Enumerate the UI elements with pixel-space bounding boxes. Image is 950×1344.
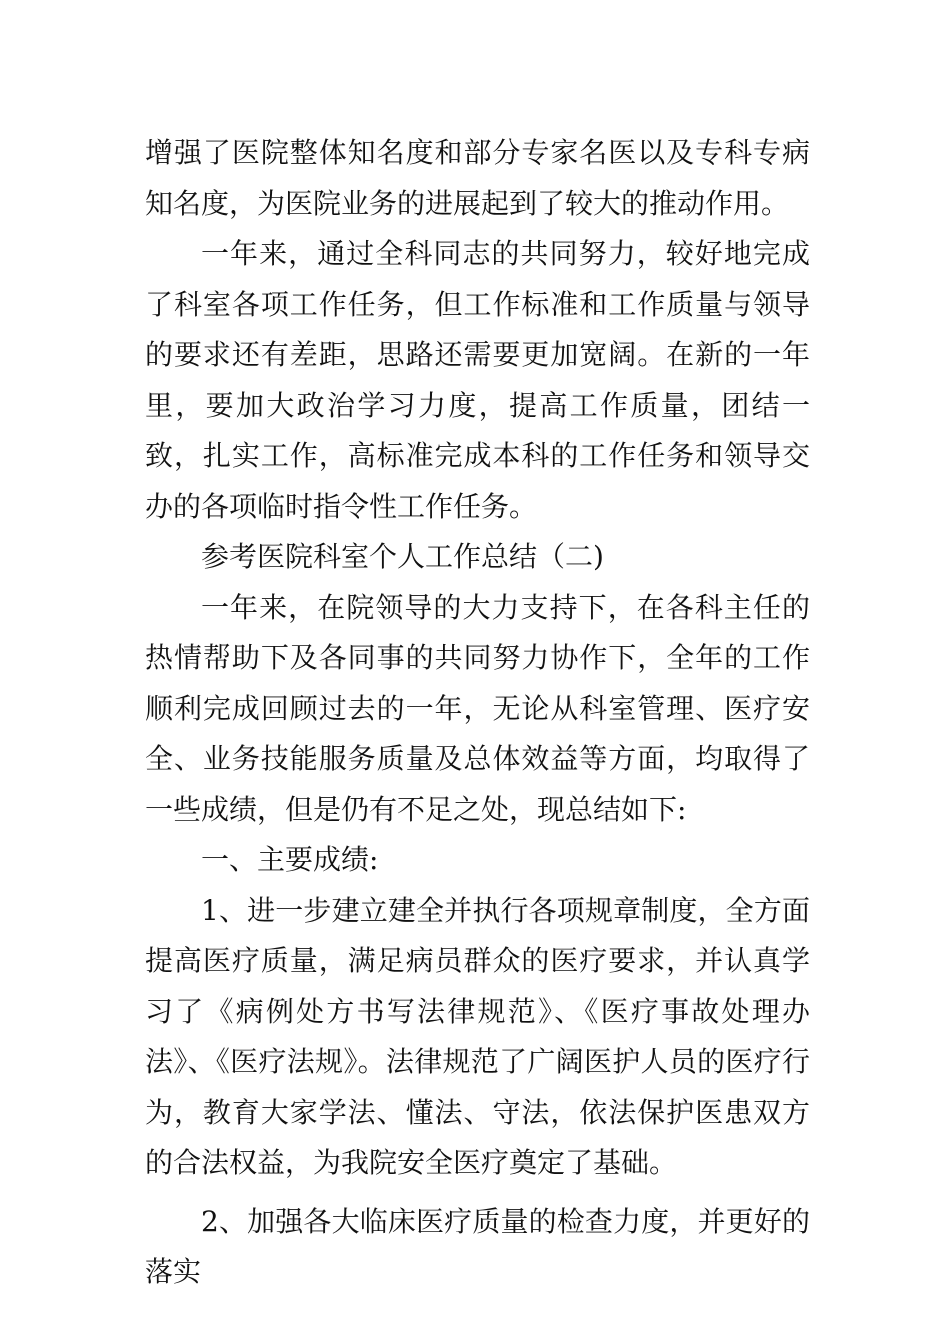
subsection-heading: 一、主要成绩:: [201, 843, 379, 876]
section-title: 参考医院科室个人工作总结（二): [201, 540, 604, 573]
list-item-2: 2、加强各大临床医疗质量的检查力度，并更好的落实: [145, 1204, 810, 1288]
list-item-1: 1、进一步建立建全并执行各项规章制度，全方面提高医疗质量，满足病员群众的医疗要求，并认真学习了《病例处方书写法律规范》、《医疗事故处理办法》、《医疗法规》。法律规范了广阔医护人员的医疗行为，教育大家学法、懂法、守法，依法保护医患双方的合法权益，为我院安全医疗奠定了基础。: [145, 893, 810, 1179]
paragraph-intro: 一年来，在院领导的大力支持下，在各科主任的热情帮助下及各同事的共同努力协作下，全年的工作顺利完成回顾过去的一年，无论从科室管理、医疗安全、业务技能服务质量及总体效益等方面，均取得了一些成绩，但是仍有不足之处，现总结如下:: [145, 590, 810, 826]
paragraph-continuation: 增强了医院整体知名度和部分专家名医以及专科专病知名度，为医院业务的进展起到了较大的推动作用。: [145, 136, 810, 220]
document-body: [145, 128, 810, 1298]
paragraph-year-summary: 一年来，通过全科同志的共同努力，较好地完成了科室各项工作任务，但工作标准和工作质量与领导的要求还有差距，思路还需要更加宽阔。在新的一年里，要加大政治学习力度，提高工作质量，团结一致，扎实工作，高标准完成本科的工作任务和领导交办的各项临时指令性工作任务。: [145, 237, 810, 523]
